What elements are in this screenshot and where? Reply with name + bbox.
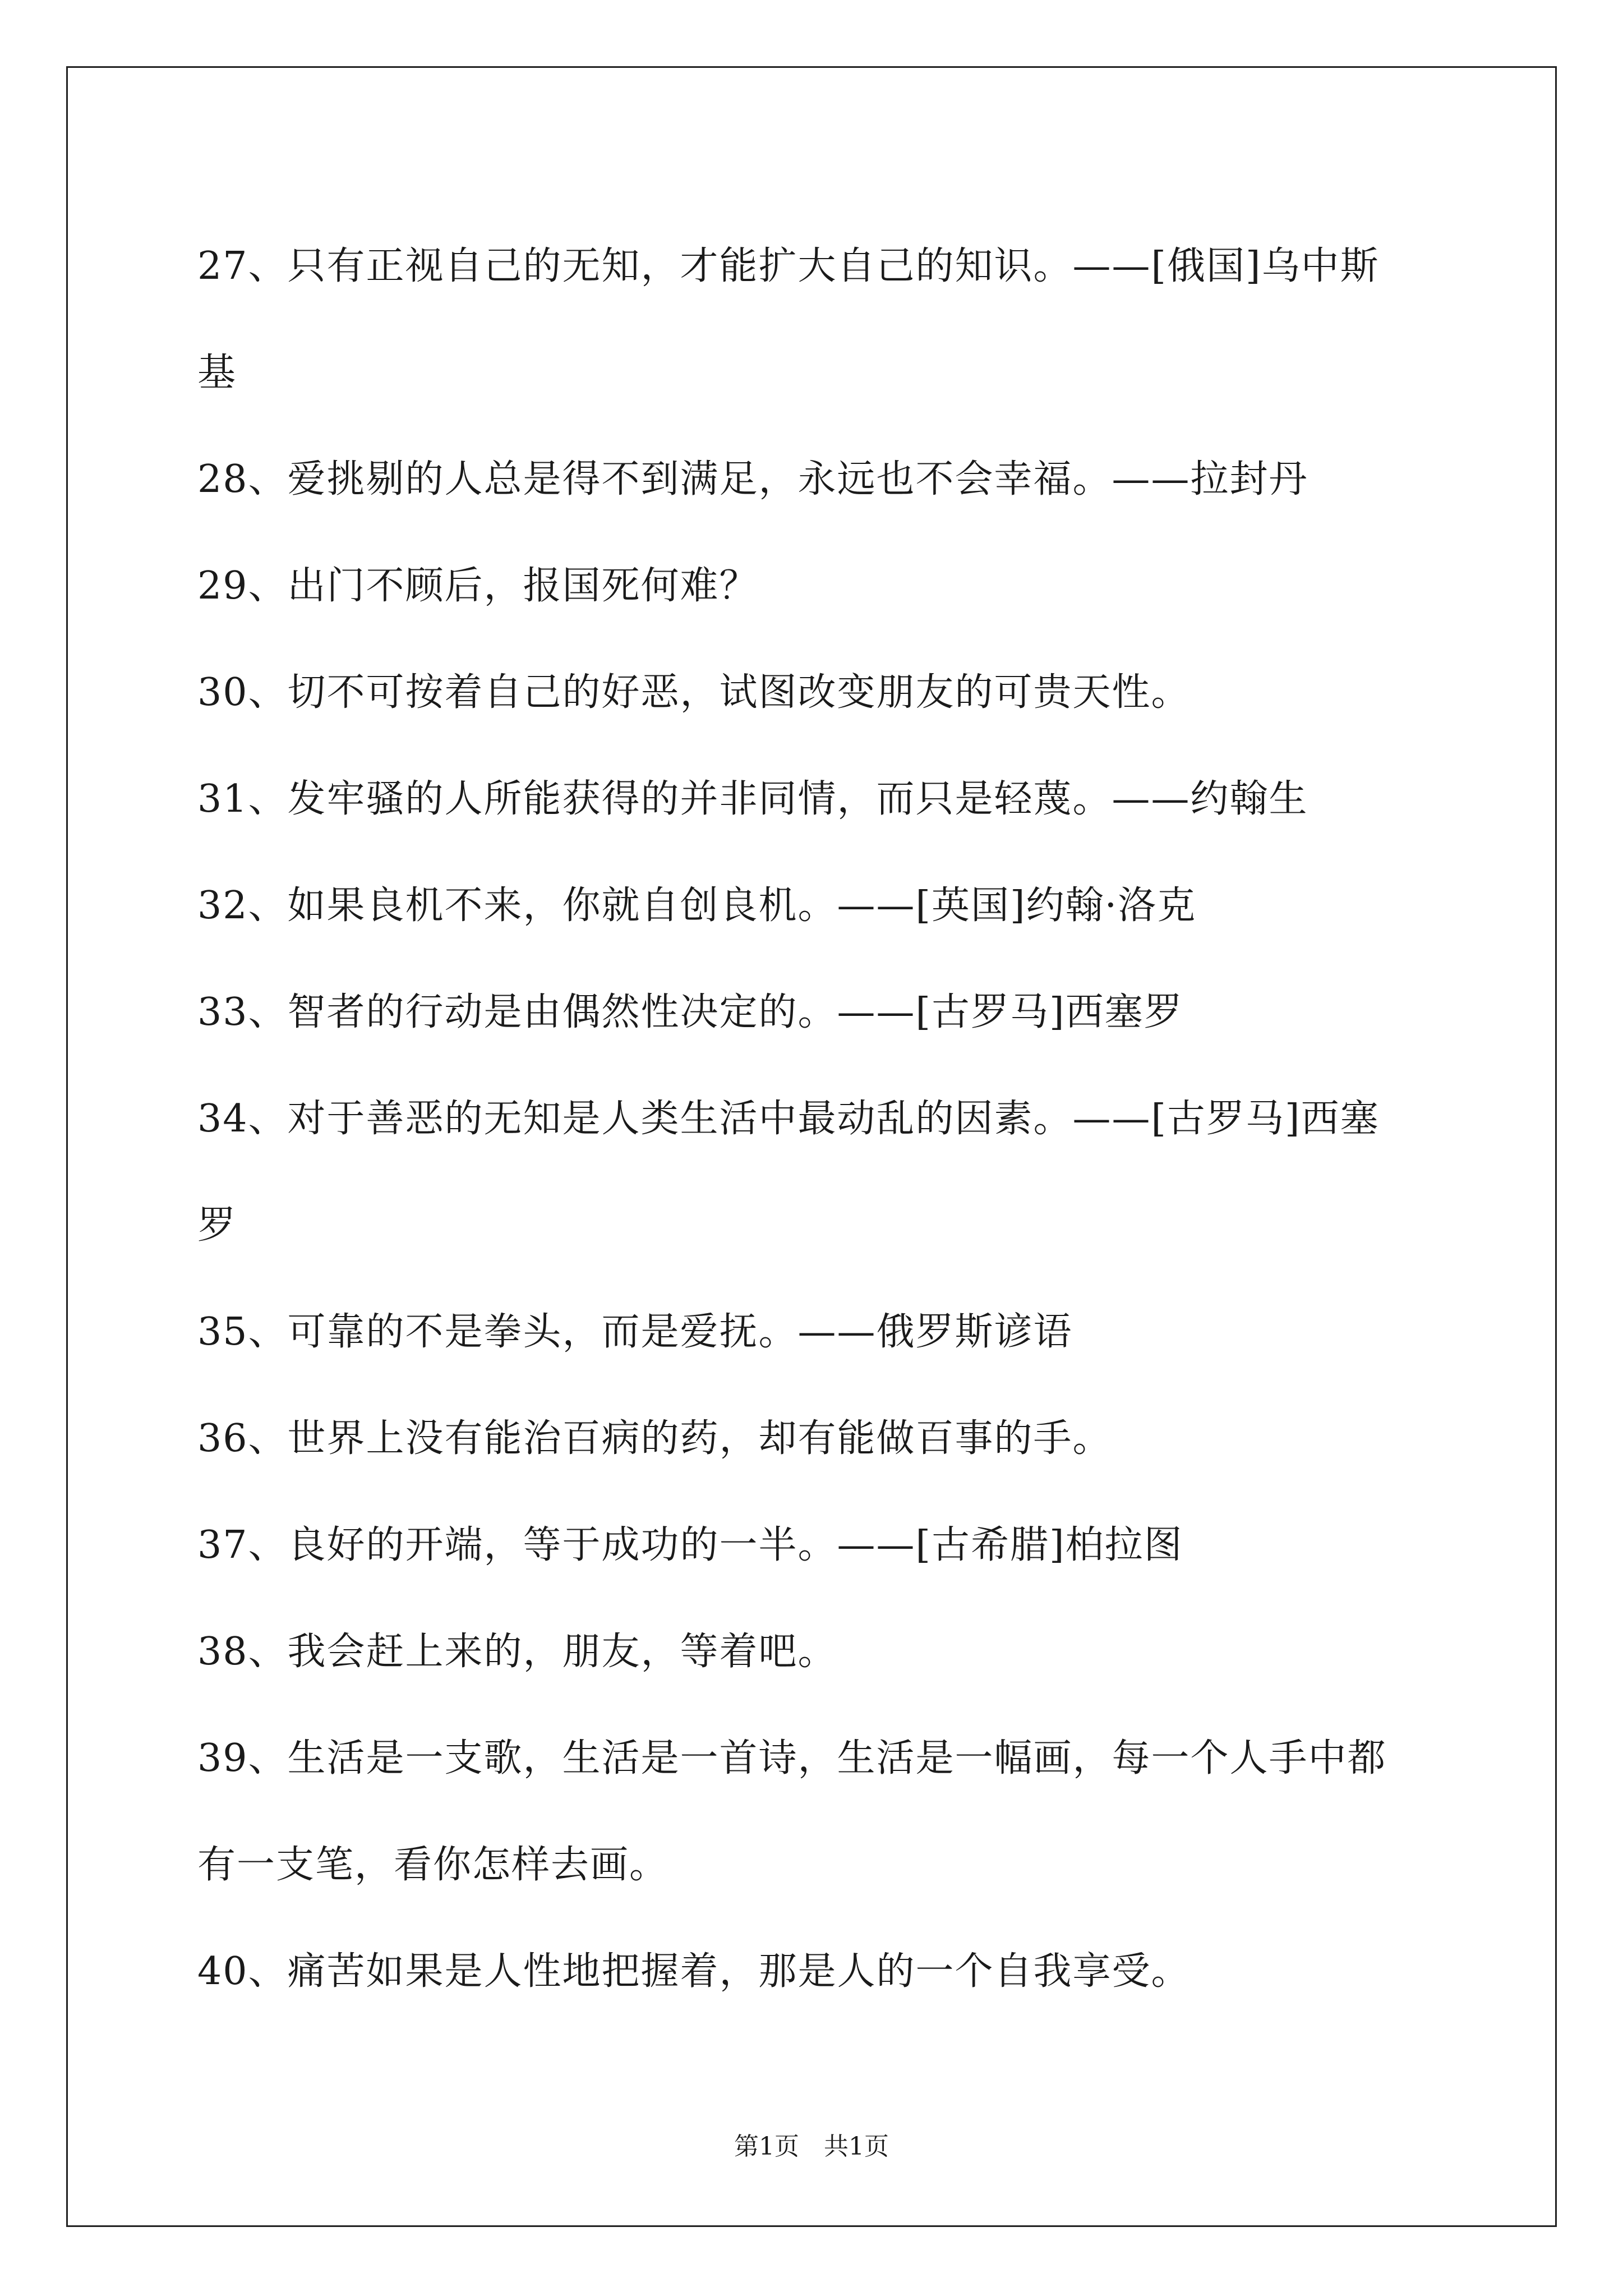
text-line: 32、如果良机不来，你就自创良机。——[英国]约翰·洛克 xyxy=(197,884,1197,928)
text-line: 38、我会赶上来的，朋友，等着吧。 xyxy=(197,1630,837,1674)
text-line: 34、对于善恶的无知是人类生活中最动乱的因素。——[古罗马]西塞 xyxy=(197,1097,1380,1141)
text-line: 35、可靠的不是拳头，而是爱抚。——俄罗斯谚语 xyxy=(197,1310,1073,1354)
document-body xyxy=(197,213,1431,2025)
text-line: 40、痛苦如果是人性地把握着，那是人的一个自我享受。 xyxy=(197,1949,1191,1994)
text-line: 罗 xyxy=(197,1203,237,1248)
text-line: 30、切不可按着自己的好恶，试图改变朋友的可贵天性。 xyxy=(197,670,1191,715)
text-line: 29、出门不顾后，报国死何难？ xyxy=(197,564,759,608)
text-line: 39、生活是一支歌，生活是一首诗，生活是一幅画，每一个人手中都 xyxy=(197,1736,1387,1780)
page-footer: 第1页 共1页 xyxy=(734,2132,889,2161)
text-line: 有一支笔，看你怎样去画。 xyxy=(197,1843,669,1887)
text-line: 基 xyxy=(197,351,237,395)
text-line: 33、智者的行动是由偶然性决定的。——[古罗马]西塞罗 xyxy=(197,990,1183,1034)
text-line: 36、世界上没有能治百病的药，却有能做百事的手。 xyxy=(197,1416,1112,1461)
text-line: 27、只有正视自己的无知，才能扩大自己的知识。——[俄国]乌中斯 xyxy=(197,244,1380,288)
text-line: 37、良好的开端，等于成功的一半。——[古希腊]柏拉图 xyxy=(197,1523,1183,1567)
text-line: 31、发牢骚的人所能获得的并非同情，而只是轻蔑。——约翰生 xyxy=(197,777,1308,821)
text-line: 28、爱挑剔的人总是得不到满足，永远也不会幸福。——拉封丹 xyxy=(197,457,1308,501)
